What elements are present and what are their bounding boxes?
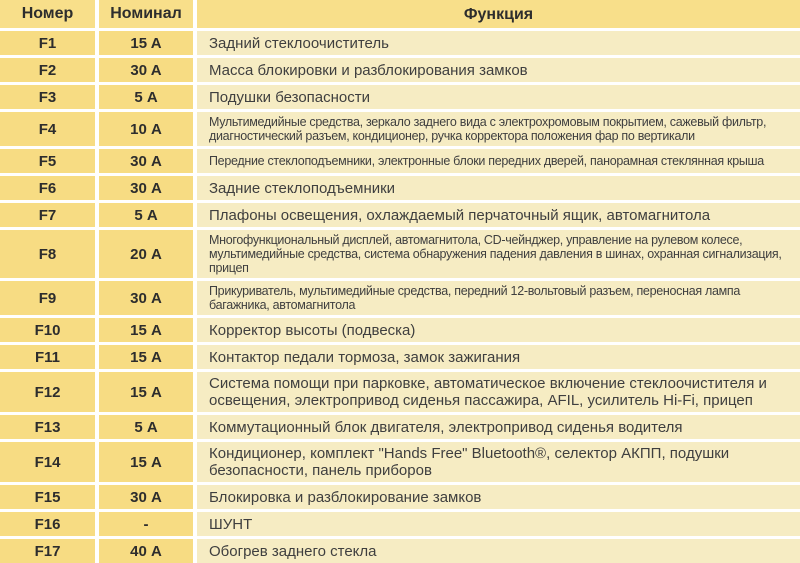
fuse-rating: 5 А <box>99 85 193 109</box>
table-row <box>0 281 800 315</box>
fuse-number: F8 <box>0 230 95 278</box>
table-row <box>0 85 800 109</box>
fuse-rating: 30 А <box>99 485 193 509</box>
fuse-rating: 30 А <box>99 281 193 315</box>
fuse-function: Многофункциональный дисплей, автомагнитола, CD-чейнджер, управление на рулевом колесе, мультимедийные средства, система обнаружения падения давления в шинах, охранная сигнализация, прицеп <box>197 230 800 278</box>
table-row <box>0 31 800 55</box>
table-row <box>0 176 800 200</box>
table-row <box>0 372 800 412</box>
table-row <box>0 485 800 509</box>
fuse-number: F10 <box>0 318 95 342</box>
table-row <box>0 512 800 536</box>
table-row <box>0 539 800 563</box>
fuse-rating: 15 A <box>99 31 193 55</box>
fuse-number: F15 <box>0 485 95 509</box>
table-header-row <box>0 0 800 28</box>
fuse-number: F16 <box>0 512 95 536</box>
fuse-rating: 30 А <box>99 149 193 173</box>
fuse-number: F5 <box>0 149 95 173</box>
fuse-number: F17 <box>0 539 95 563</box>
fuse-rating: 15 А <box>99 345 193 369</box>
fuse-function: Плафоны освещения, охлаждаемый перчаточный ящик, автомагнитола <box>197 203 800 227</box>
fuse-function: Контактор педали тормоза, замок зажигания <box>197 345 800 369</box>
fuse-function: Мультимедийные средства, зеркало заднего вида с электрохромовым покрытием, сажевый фильтр, диагностический разъем, кондиционер, ручка корректора положения фар по вертикали <box>197 112 800 146</box>
fuse-function: Кондиционер, комплект "Hands Free" Bluetooth®, селектор АКПП, подушки безопасности, панель приборов <box>197 442 800 482</box>
fuse-number: F2 <box>0 58 95 82</box>
fuse-number: F13 <box>0 415 95 439</box>
fuse-number: F12 <box>0 372 95 412</box>
table-row <box>0 112 800 146</box>
fuse-rating: 5 А <box>99 203 193 227</box>
fuse-rating: 30 А <box>99 176 193 200</box>
fuse-number: F14 <box>0 442 95 482</box>
fuse-number: F9 <box>0 281 95 315</box>
column-header-rating: Номинал <box>99 0 193 28</box>
fuse-function: Система помощи при парковке, автоматическое включение стеклоочистителя и освещения, электропривод сиденья пассажира, AFIL, усилитель Hi-Fi, прицеп <box>197 372 800 412</box>
fuse-rating: 40 А <box>99 539 193 563</box>
fuse-rating: 20 А <box>99 230 193 278</box>
table-row <box>0 442 800 482</box>
fuse-function: Задний стеклоочиститель <box>197 31 800 55</box>
fuse-number: F7 <box>0 203 95 227</box>
table-row <box>0 149 800 173</box>
fuse-rating: 30 A <box>99 58 193 82</box>
fuse-number: F11 <box>0 345 95 369</box>
fuse-rating: 15 А <box>99 442 193 482</box>
fuse-number: F4 <box>0 112 95 146</box>
column-header-function: Функция <box>197 0 800 28</box>
fuse-function: Масса блокировки и разблокирования замков <box>197 58 800 82</box>
fuse-function: Корректор высоты (подвеска) <box>197 318 800 342</box>
fuse-function: Подушки безопасности <box>197 85 800 109</box>
fuse-rating: - <box>99 512 193 536</box>
fuse-number: F3 <box>0 85 95 109</box>
table-row <box>0 230 800 278</box>
fuse-function: Обогрев заднего стекла <box>197 539 800 563</box>
table-row <box>0 58 800 82</box>
table-row <box>0 318 800 342</box>
fuse-rating: 15 А <box>99 318 193 342</box>
fuse-function: Передние стеклоподъемники, электронные блоки передних дверей, панорамная стеклянная крыша <box>197 149 800 173</box>
fuse-number: F6 <box>0 176 95 200</box>
fuse-rating: 15 А <box>99 372 193 412</box>
fuse-rating: 5 А <box>99 415 193 439</box>
fuse-number: F1 <box>0 31 95 55</box>
table-row <box>0 203 800 227</box>
table-row <box>0 415 800 439</box>
fuse-rating: 10 А <box>99 112 193 146</box>
column-header-number: Номер <box>0 0 95 28</box>
fuse-function: Задние стеклоподъемники <box>197 176 800 200</box>
fuse-function: ШУНТ <box>197 512 800 536</box>
fuse-function: Прикуриватель, мультимедийные средства, передний 12-вольтовый разъем, переносная лампа багажника, автомагнитола <box>197 281 800 315</box>
fuse-function: Коммутационный блок двигателя, электропривод сиденья водителя <box>197 415 800 439</box>
table-row <box>0 345 800 369</box>
fuse-function: Блокировка и разблокирование замков <box>197 485 800 509</box>
